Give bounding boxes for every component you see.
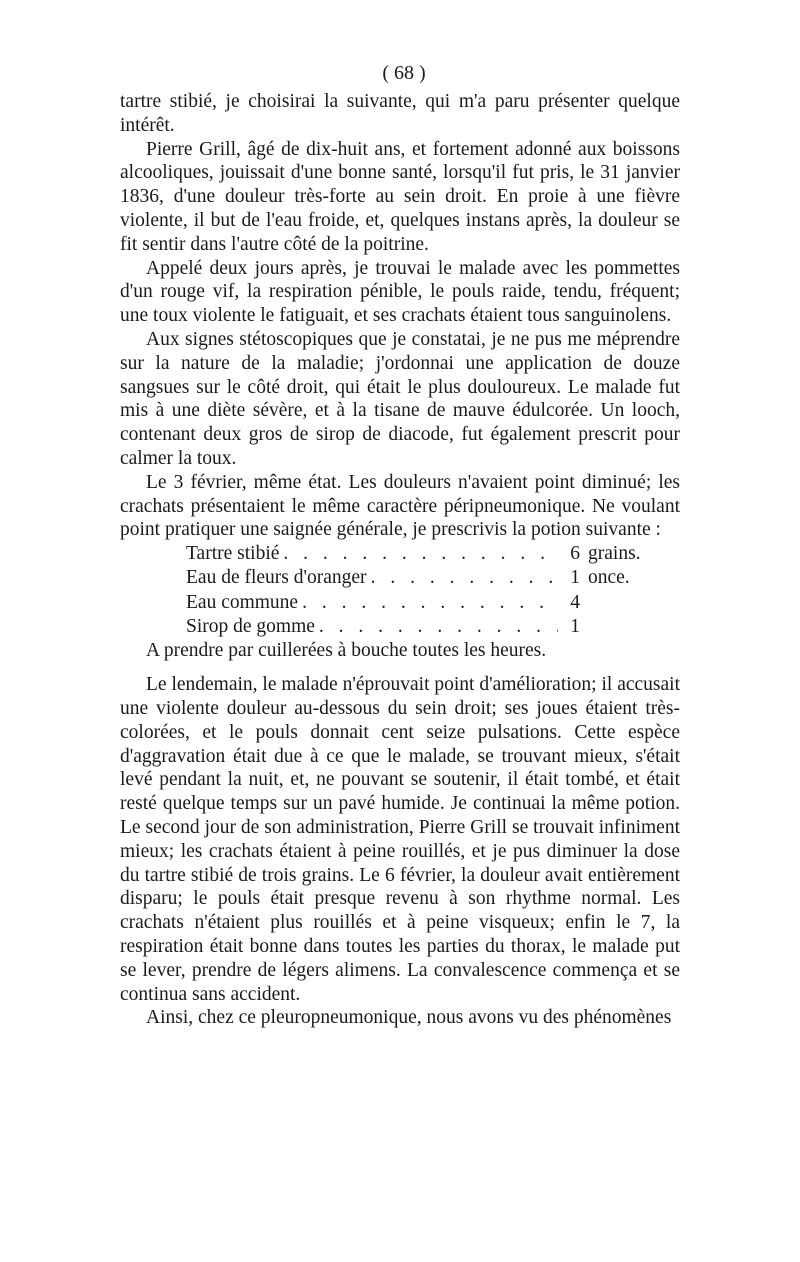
prescription-list bbox=[120, 542, 680, 639]
dot-leader bbox=[298, 591, 558, 615]
prescription-item-name: Tartre stibié bbox=[186, 543, 280, 565]
prescription-item-unit: grains. bbox=[588, 543, 641, 565]
paragraph-examination: Appelé deux jours après, je trouvai le malade avec les pommettes d'un rouge vif, la respiration pénible, le pouls raide, tendu, fréquent; une toux violente le fatiguait, et ses crachats étaient tous sanguinolens. bbox=[120, 257, 680, 327]
prescription-item-quantity: 1 bbox=[570, 615, 580, 637]
page-number: ( 68 ) bbox=[382, 62, 426, 84]
prescription-item-quantity: 1 bbox=[570, 567, 580, 589]
prescription-note: A prendre par cuillerées à bouche toutes les heures. bbox=[146, 639, 547, 661]
prescription-item bbox=[186, 542, 680, 566]
prescription-item bbox=[186, 615, 680, 639]
prescription-item-quantity: 6 bbox=[570, 543, 580, 565]
prescription-item-quantity: 4 bbox=[570, 591, 580, 613]
prescription-item-name: Eau commune bbox=[186, 591, 299, 613]
dot-leader bbox=[279, 542, 558, 566]
prescription-item bbox=[186, 566, 680, 590]
prescription-item bbox=[186, 591, 680, 615]
paragraph-february-3: Le 3 février, même état. Les douleurs n'avaient point diminué; les crachats présentaient le même caractère péripneumonique. Ne voulant point pratiquer une saignée générale, je prescrivis la potion suivante : bbox=[120, 471, 680, 541]
prescription-item-name: Sirop de gomme bbox=[186, 615, 315, 637]
paragraph-continuation: tartre stibié, je choisirai la suivante, qui m'a paru présenter quelque intérêt. bbox=[120, 91, 680, 136]
paragraph-conclusion: Ainsi, chez ce pleuropneumonique, nous avons vu des phénomènes bbox=[146, 1007, 672, 1029]
paragraph-following-days: Le lendemain, le malade n'éprouvait point d'amélioration; il accusait une violente douleur au-dessous du sein droit; ses joues étaient très-colorées, et le pouls donnait cent seize pulsations. Cette espèce d'aggravation était due à ce que le malade, se trouvant mieux, s'était levé pendant la nuit, et, ne pouvant se soutenir, il était tombé, et était resté quelque temps sur un pavé humide. Je continuai la même potion. Le second jour de son administration, Pierre Grill se trouvait infiniment mieux; les crachats étaient à peine rouillés, et je pus diminuer la dose du tartre stibié de trois grains. Le 6 février, la douleur avait entièrement disparu; le pouls était presque revenu à son rhythme normal. Les crachats n'étaient plus rouillés et à peine visqueux; enfin le 7, la respiration était bonne dans toutes les parties du thorax, le malade put se lever, prendre de légers alimens. La convalescence commença et se continua sans accident. bbox=[120, 674, 680, 1005]
prescription-item-unit: once. bbox=[588, 567, 630, 589]
prescription-item-name: Eau de fleurs d'oranger bbox=[186, 567, 367, 589]
dot-leader bbox=[367, 566, 558, 590]
book-page bbox=[120, 58, 680, 1030]
dot-leader bbox=[315, 615, 558, 639]
paragraph-patient-history: Pierre Grill, âgé de dix-huit ans, et fortement adonné aux boissons alcooliques, jouissait d'une bonne santé, lorsqu'il fut pris, le 31 janvier 1836, d'une douleur très-forte au sein droit. En proie à une fièvre violente, il but de l'eau froide, et, quelques instans après, la douleur se fit sentir dans l'autre côté de la poitrine. bbox=[120, 138, 680, 255]
paragraph-treatment: Aux signes stétoscopiques que je constatai, je ne pus me méprendre sur la nature de la maladie; j'ordonnai une application de douze sangsues sur le côté droit, qui était le plus douloureux. Le malade fut mis à une diète sévère, et à la tisane de mauve édulcorée. Un looch, contenant deux gros de sirop de diacode, fut également prescrit pour calmer la toux. bbox=[120, 328, 680, 469]
